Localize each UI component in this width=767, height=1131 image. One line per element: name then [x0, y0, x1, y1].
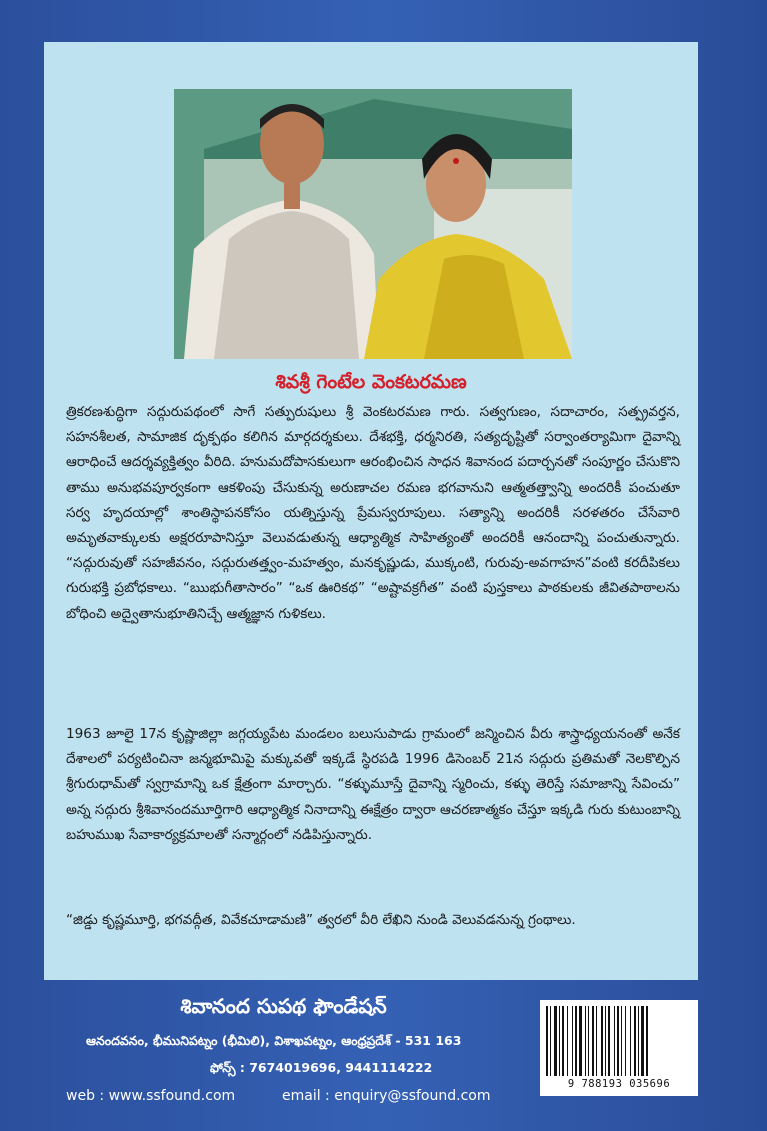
- barcode-bar: [567, 1006, 568, 1076]
- barcode-bar: [625, 1006, 626, 1076]
- barcode-bar: [630, 1006, 631, 1076]
- author-photo: [174, 89, 572, 359]
- barcode-bar: [614, 1006, 615, 1076]
- barcode-bar: [546, 1006, 548, 1076]
- barcode-bar: [575, 1006, 577, 1076]
- barcode-bar: [596, 1006, 597, 1076]
- publisher-address: ఆనందవనం, భీమునిపట్నం (భీమిలి), విశాఖపట్నం, ఆంధ్రప్రదేశ్ - 531 163: [86, 1033, 462, 1048]
- barcode-bar: [592, 1006, 594, 1076]
- barcode-bar: [588, 1006, 589, 1076]
- barcode-bar: [554, 1006, 557, 1076]
- barcode-bar: [601, 1006, 603, 1076]
- barcode-bar: [585, 1006, 586, 1076]
- biography-paragraph-3: “జిడ్డు కృష్ణమూర్తి, భగవద్గీత, వివేకచూడామణి” త్వరలో వీరి లేఖిని నుండి వెలువడనున్న గ్రంథాలు.: [66, 912, 576, 928]
- biography-paragraph-2: 1963 జూలై 17న కృష్ణాజిల్లా జగ్గయ్యపేట మండలం బలుసుపాడు గ్రామంలో జన్మించిన వీరు శాస్త్రాధ్యయనంతో అనేక దేశాలలో పర్యటించినా జన్మభూమిపై మక్కువతో ఇక్కడే స్థిరపడి 1996 డిసెంబర్ 21న సద్గురు ప్రతిమతో నెలకొల్పిన శ్రీగురుధామ్‌తో స్వగ్రామాన్ని ఒక క్షేత్రంగా మార్చారు. “కళ్ళుమూస్తే దైవాన్ని స్మరించు, కళ్ళు తెరిస్తే సమాజాన్ని సేవించు” అన్న సద్గురు శ్రీశివానందమూర్తిగారి ఆధ్యాత్మిక నినాదాన్ని ఈక్షేత్రం ద్వారా ఆచరణాత్మకం చేస్తూ ఇక్కడి గురు కుటుంబాన్ని బహుముఖ సేవాకార్యక్రమాలతో సన్మార్గంలో నడిపిస్తున్నారు.: [66, 726, 680, 843]
- barcode-bar: [638, 1006, 639, 1076]
- barcode-bar: [646, 1006, 648, 1076]
- barcode-bar: [608, 1006, 610, 1076]
- barcode-bar: [559, 1006, 560, 1076]
- barcode-bar: [562, 1006, 564, 1076]
- barcode-bar: [579, 1006, 582, 1076]
- barcode-bar: [617, 1006, 619, 1076]
- barcode-bar: [634, 1006, 636, 1076]
- biography-paragraph-1: త్రికరణశుద్ధిగా సద్గురుపథంలో సాగే సత్పురుషులు శ్రీ వెంకటరమణ గారు. సత్వగుణం, సదాచారం, సత్ప్రవర్తన, సహనశీలత, సామాజిక దృక్పథం కలిగిన మార్గదర్శకులు. దేశభక్తి, ధర్మనిరతి, సత్యదృష్టితో సర్వాంతర్యామిగా దైవాన్ని ఆరాధించే ఆదర్శవ్యక్తిత్వం వీరిది. హనుమదోపాసకులుగా ఆరంభించిన సాధన శివానంద పదార్చనతో సంపూర్ణం చేసుకొని తాము అనుభవపూర్వకంగా ఆకళింపు చేసుకున్న అరుణాచల రమణ భగవానుని ఆత్మతత్త్వాన్ని అందరికీ పంచుతూ సర్వ హృదయాల్లో శాంతిస్థాపనకోసం యత్నిస్తున్న ప్రేమస్వరూపులు. సత్యాన్ని అందరికీ సరళతరం చేసేవారి అమృతవాక్కులకు అక్షరరూపానిస్తూ వెలువడుతున్న ఆధ్యాత్మిక సాహిత్యంతో అందరికీ ఆనందాన్ని పంచుతున్నారు. “సద్గురువుతో సహజీవనం, సద్గురుతత్త్వం-మహత్వం, మనకృష్ణుడు, ముక్కంటి, గురువు-అవగాహన”వంటి కరదీపికలు గురుభక్తి ప్రబోధకాలు. “ఋభుగీతాసారం” “ఒక ఊరికథ” “అష్టావక్రగీత” వంటి పుస్తకాలు పాఠకులకు జీవితపాఠాలను బోధించి అద్వైతానుభూతినిచ్చే ఆత్మజ్ఞాన గుళికలు.: [66, 404, 680, 622]
- publisher-email: email : enquiry@ssfound.com: [282, 1088, 491, 1104]
- barcode-bar: [641, 1006, 644, 1076]
- isbn-digits: 9 788193 035696: [567, 1078, 671, 1090]
- barcode-bars: [546, 1006, 692, 1076]
- barcode-bar: [572, 1006, 573, 1076]
- author-name: శివశ్రీ గెంటేల వెంకటరమణ: [275, 371, 467, 393]
- publisher-name: శివానంద సుపథ ఫౌండేషన్: [180, 994, 387, 1018]
- barcode-bar: [605, 1006, 606, 1076]
- isbn-barcode: [540, 1000, 698, 1096]
- publisher-website: web : www.ssfound.com: [66, 1088, 236, 1104]
- barcode-bar: [550, 1006, 551, 1076]
- barcode-bar: [621, 1006, 622, 1076]
- publisher-phones: ఫోన్స్ : 7674019696, 9441114222: [210, 1060, 433, 1075]
